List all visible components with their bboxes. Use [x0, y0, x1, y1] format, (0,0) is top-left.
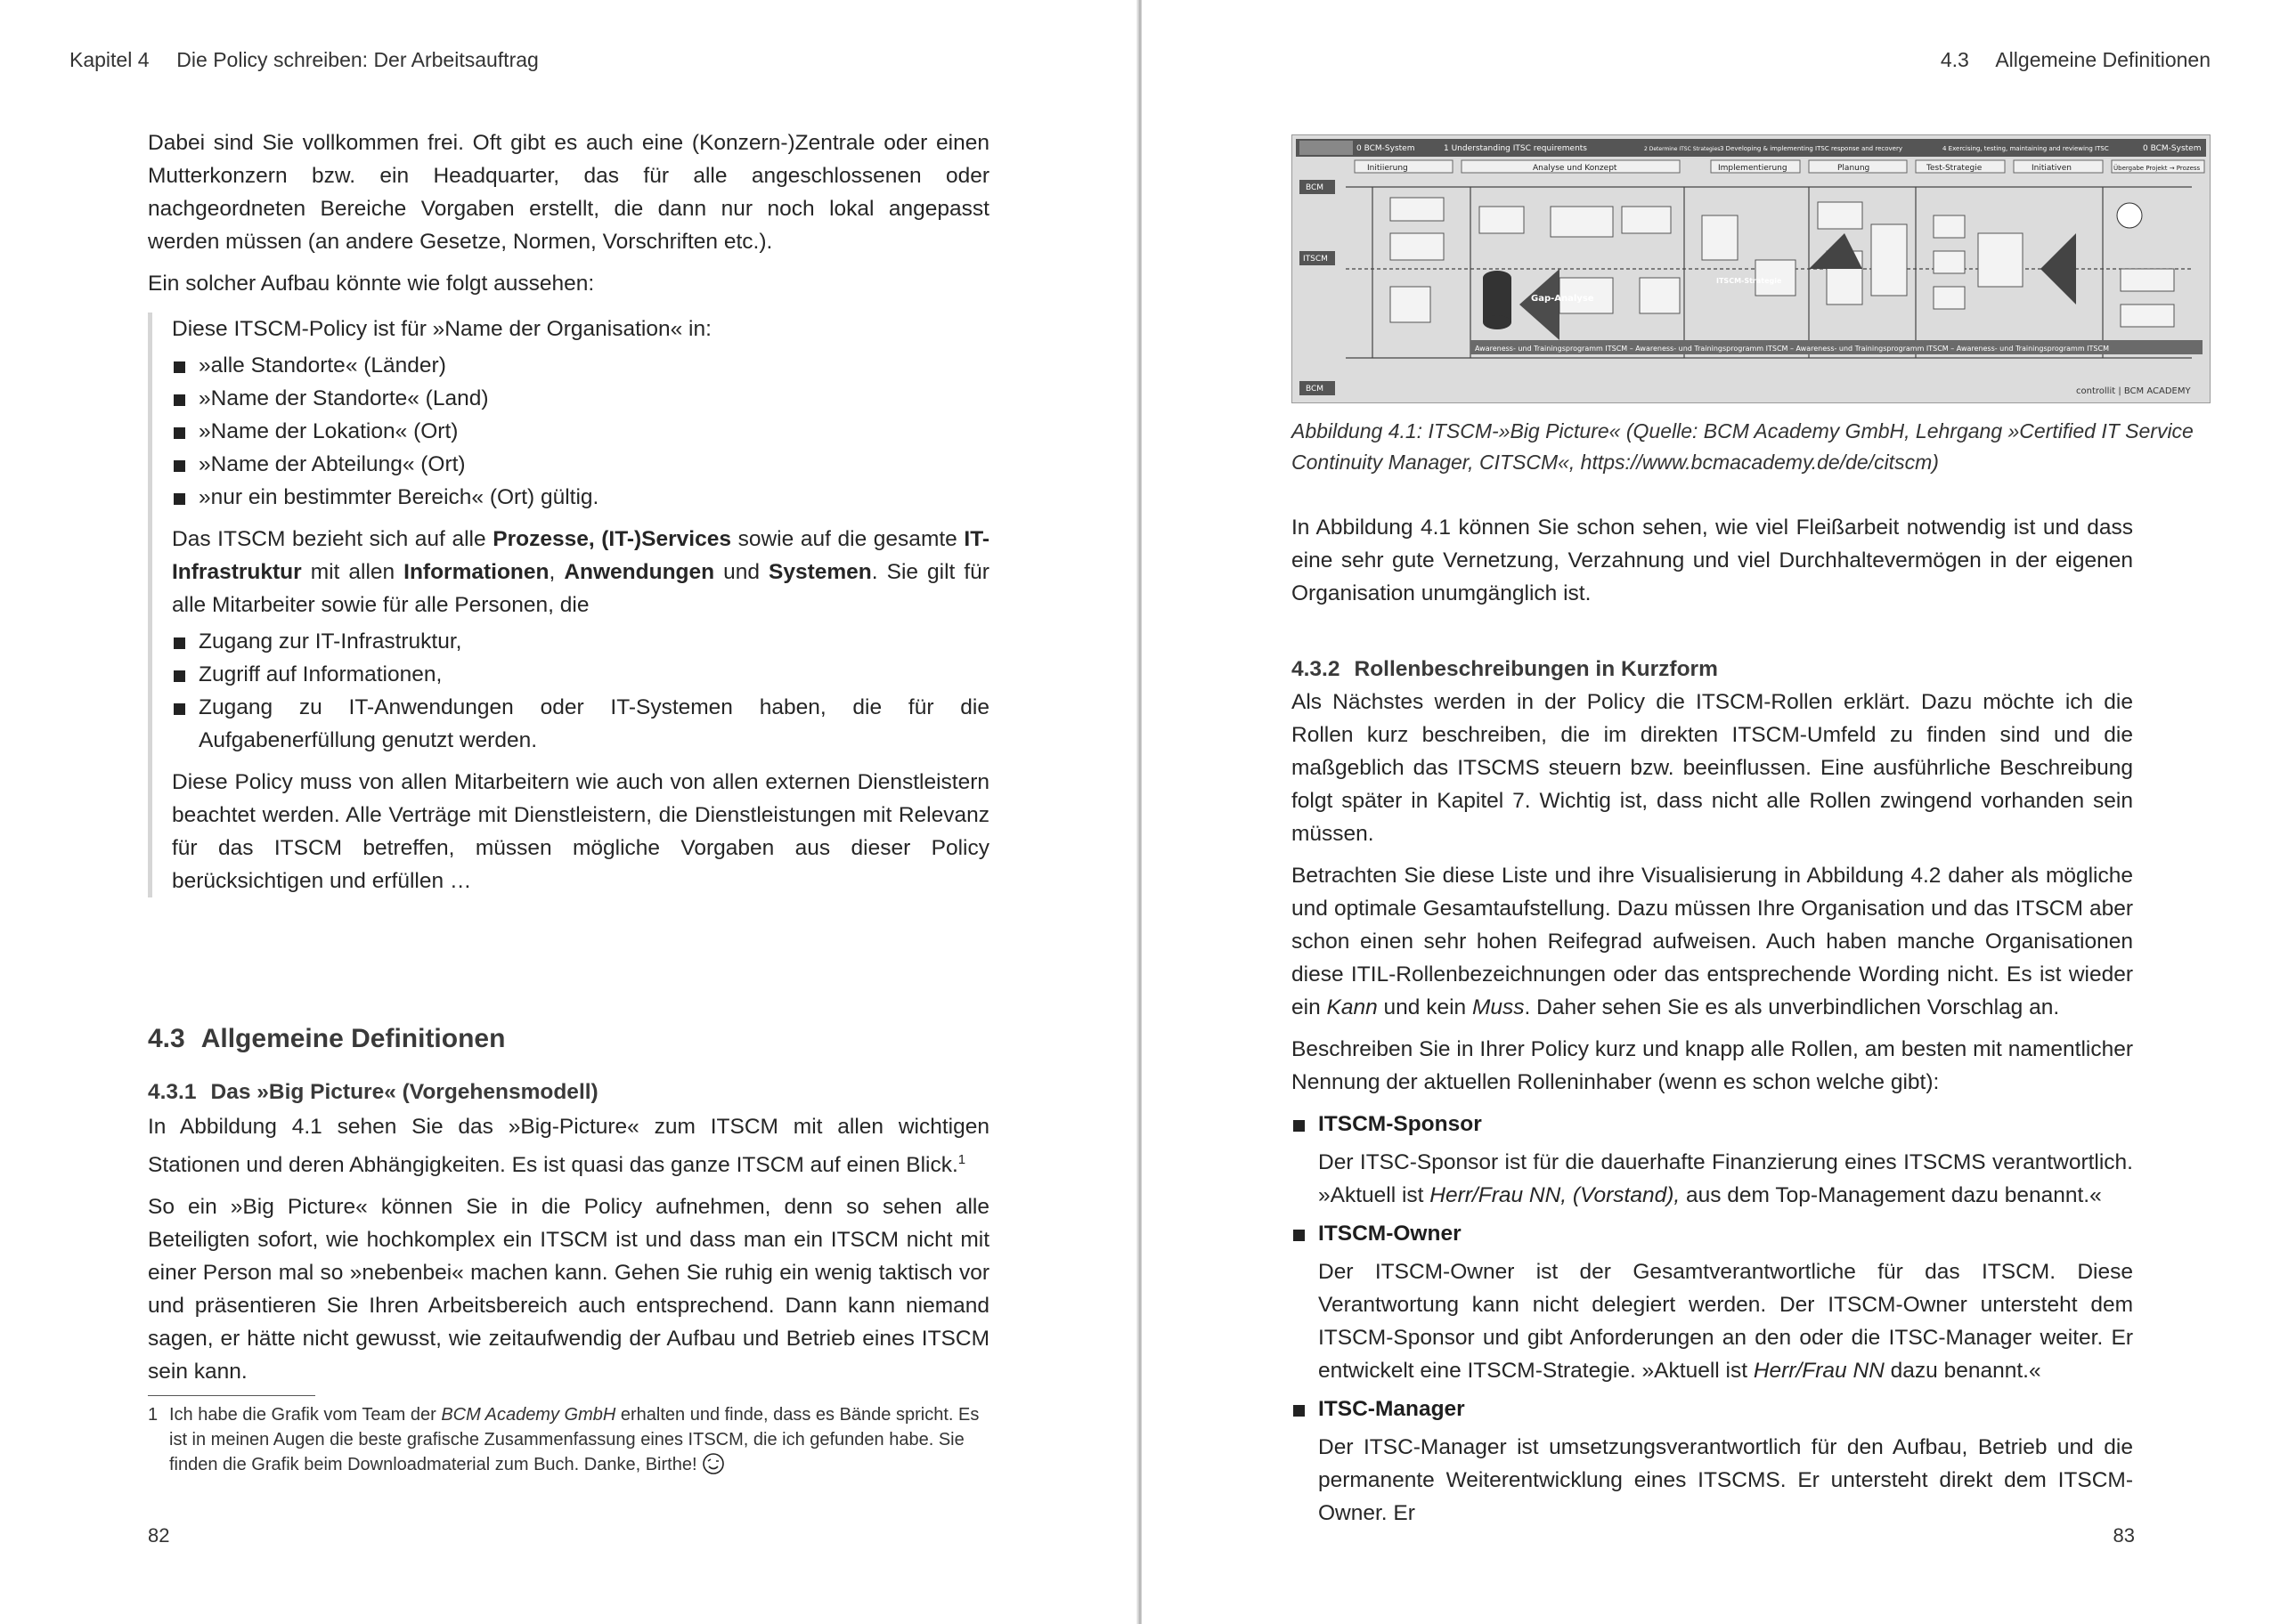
italic-run: BCM Academy GmbH: [441, 1405, 616, 1425]
diagram-label: Gap-Analyse: [1531, 294, 1594, 304]
subsection-heading: [148, 1076, 989, 1108]
phase-label: 4 Exercising, testing, maintaining and reviewing ITSC: [1942, 145, 2109, 152]
obligation-paragraph: Diese Policy muss von allen Mitarbeitern wie auch von allen externen Dienstleistern beachtet werden. Alle Verträge mit Dienstleistern, die Dienstleistungen mit Relevanz für das ITSCM betreffen, müssen mögliche Vorgaben aus dieser Policy berücksichtigen und erfüllen …: [172, 770, 989, 893]
bold-term: Systemen: [769, 560, 872, 584]
italic-run: Herr/Frau NN: [1753, 1359, 1885, 1383]
footnote-number: 1: [148, 1405, 159, 1425]
quote-lead: Diese ITSCM-Policy ist für »Name der Organisation« in:: [172, 317, 712, 341]
left-body: [148, 126, 989, 910]
scope-list: [172, 349, 989, 514]
subsection-title: Das »Big Picture« (Vorgehensmodell): [210, 1080, 598, 1104]
roles-list: [1291, 1393, 2133, 1425]
phase-label: 3 Developing & implementing ITSC response and recovery: [1720, 145, 1902, 152]
list-item: »Name der Abteilung« (Ort): [172, 448, 989, 481]
role-item: [1291, 1393, 2133, 1425]
diagram-label: ITSCM-Strategie: [1716, 277, 1782, 285]
phase-sublabel: Initiativen: [2032, 164, 2072, 173]
text-run: ,: [549, 560, 565, 584]
policy-example-quote: [148, 313, 989, 897]
right-page: [1142, 0, 2280, 1624]
big-picture-diagram: [1292, 135, 2210, 402]
wink-smiley-icon: [702, 1452, 725, 1475]
phase-label: 0 BCM-System: [2143, 144, 2202, 153]
awareness-band: Awareness- und Trainingsprogramm ITSCM – Awareness- und Trainingsprogramm ITSCM – Awareness- und Trainingsprogramm ITSCM – Awareness- und Trainingsprogramm ITSCM: [1475, 345, 2109, 353]
side-label: BCM: [1306, 385, 1324, 394]
chapter-label: Kapitel 4: [69, 48, 150, 71]
text-run: aus dem Top-Management dazu benannt.«: [1680, 1183, 2102, 1207]
italic-run: Herr/Frau NN, (Vorstand),: [1429, 1183, 1681, 1207]
text-run: erhalten und finde, dass es Bände spricht. Es ist in meinen Augen die beste grafische Zusammenfassung eines ITSCM, die ich gefunden habe. Sie finden die Grafik beim Downloadmaterial zum Buch. Danke, Birthe!: [169, 1405, 980, 1474]
page-number-left: 82: [148, 1524, 170, 1547]
roles-paragraph-3: Beschreiben Sie in Ihrer Policy kurz und knapp alle Rollen, am besten mit namentlicher Nennung der aktuellen Rolleninhaber (wenn es schon welche gibt):: [1291, 1037, 2133, 1094]
running-head-right: [1941, 48, 2211, 72]
list-item: »Name der Standorte« (Land): [172, 382, 989, 415]
section-title: Allgemeine Definitionen: [200, 1024, 506, 1053]
text-run: Betrachten Sie diese Liste und ihre Visualisierung in Abbildung 4.2 daher als mögliche und optimale Gesamtaufstellung. Dazu müssen Ihre Organisation und das ITSCM aber schon einen sehr hohen Reifegrad aufweisen. Auch haben manche Organisationen diese ITIL-Rollenbezeichnungen oder das entsprechende Wording nicht. Es ist wieder ein: [1291, 864, 2133, 1019]
bigpicture-paragraph-1: [148, 1110, 989, 1181]
bold-term: Anwendungen: [564, 560, 715, 584]
subsection-number: 4.3.2: [1291, 657, 1340, 681]
role-description: [1318, 1255, 2133, 1387]
figure-logo: controllit | BCM ACADEMY: [2076, 386, 2191, 396]
phase-sublabel: Initiierung: [1367, 164, 1408, 173]
text-run: Ich habe die Grafik vom Team der: [169, 1405, 442, 1425]
subsection-title: Rollenbeschreibungen in Kurzform: [1354, 657, 1718, 681]
footnote-ref[interactable]: 1: [957, 1152, 966, 1167]
left-page: [0, 0, 1138, 1624]
text-run: und: [714, 560, 770, 584]
section-number: 4.3: [148, 1024, 185, 1053]
phase-sublabel: Übergabe Projekt → Prozess: [2113, 165, 2201, 172]
right-body: [1291, 511, 2133, 1530]
footnote-divider: [148, 1395, 315, 1396]
section-heading: [148, 1024, 505, 1054]
bold-term: IT-Infrastruktur: [172, 527, 989, 584]
list-item: Zugang zur IT-Infrastruktur,: [172, 625, 989, 658]
bold-term: Informationen: [403, 560, 550, 584]
phase-sublabel: Analyse und Konzept: [1533, 164, 1617, 173]
phase-label: 1 Understanding ITSC requirements: [1444, 144, 1587, 153]
text-run: . Daher sehen Sie es als unverbindlichen Vorschlag an.: [1524, 995, 2060, 1019]
subsection-heading: [1291, 653, 2133, 686]
phase-label: 2 Determine ITSC Strategies: [1644, 146, 1721, 152]
figure-paragraph: In Abbildung 4.1 können Sie schon sehen, wie viel Fleißarbeit notwendig ist und dass eine sehr gute Vernetzung, Verzahnung und viel Durchhaltevermögen in der eigenen Organisation unumgänglich ist.: [1291, 516, 2133, 605]
text-run: sowie auf die gesamte: [730, 527, 965, 551]
role-item: [1291, 1108, 2133, 1141]
role-description: [1318, 1146, 2133, 1212]
figure-caption: Abbildung 4.1: ITSCM-»Big Picture« (Quelle: BCM Academy GmbH, Lehrgang »Certified IT Service Continuity Manager, CITSCM«, https://www.bcmacademy.de/de/citscm): [1291, 419, 2194, 474]
list-item: »Name der Lokation« (Ort): [172, 415, 989, 448]
intro-paragraph: Dabei sind Sie vollkommen frei. Oft gibt es auch eine (Konzern-)Zentrale oder einen Mutterkonzern bzw. ein Headquarter, das für alle angeschlossenen oder nachgeordneten Bereiche Vorgaben erstellt, die dann nur noch lokal angepasst werden müssen (an andere Gesetze, Normen, Vorschriften etc.).: [148, 131, 989, 254]
access-list: [172, 625, 989, 757]
text-run: Der ITSC-Manager ist umsetzungsverantwortlich für den Aufbau, Betrieb und die permanente Weiterentwicklung eines ITSCMS. Er untersteht direkt dem ITSCM-Owner. Er: [1318, 1435, 2133, 1525]
chapter-title: Die Policy schreiben: Der Arbeitsauftrag: [176, 48, 539, 71]
role-item: [1291, 1217, 2133, 1250]
roles-paragraph-2: [1291, 859, 2133, 1024]
section-title: Allgemeine Definitionen: [1995, 48, 2211, 71]
footnote: [148, 1402, 989, 1477]
phase-sublabel: Test-Strategie: [1926, 164, 1983, 173]
text-run: mit allen: [301, 560, 404, 584]
big-picture-figure: [1291, 134, 2211, 403]
list-item: Zugriff auf Informationen,: [172, 658, 989, 691]
running-head-left: [69, 48, 539, 72]
page-number-right: 83: [2113, 1524, 2135, 1547]
roles-paragraph-1: Als Nächstes werden in der Policy die ITSCM-Rollen erklärt. Dazu möchte ich die Rollen kurz beschreiben, die im direkten ITSCM-Umfeld zu finden sind und die maßgeblich das ITSCMS steuern bzw. beeinflussen. Eine ausführliche Beschreibung folgt später in Kapitel 7. Wichtig ist, dass nicht alle Rollen zwingend vorhanden sein müssen.: [1291, 690, 2133, 846]
bigpicture-section: [148, 1076, 989, 1388]
text-run: und kein: [1377, 995, 1472, 1019]
text-run: . Sie gilt für alle Mitarbeiter sowie für alle Personen, die: [172, 560, 989, 617]
text-run: dazu benannt.«: [1884, 1359, 2041, 1383]
phase-sublabel: Implementierung: [1718, 164, 1787, 173]
list-item: Zugang zu IT-Anwendungen oder IT-Systemen haben, die für die Aufgabenerfüllung genutzt werden.: [172, 691, 989, 757]
example-intro: Ein solcher Aufbau könnte wie folgt aussehen:: [148, 272, 595, 296]
side-label: BCM: [1306, 183, 1324, 192]
role-name: ITSC-Manager: [1318, 1397, 1465, 1421]
roles-list: [1291, 1108, 2133, 1141]
italic-run: Kann: [1326, 995, 1378, 1019]
list-item: »alle Standorte« (Länder): [172, 349, 989, 382]
bold-term: Prozesse, (IT-)Services: [493, 527, 731, 551]
phase-label: 0 BCM-System: [1356, 144, 1415, 153]
bigpicture-paragraph-2: So ein »Big Picture« können Sie in die Policy aufnehmen, denn so sehen alle Beteiligten sofort, wie hochkomplex ein ITSCM ist und dass man ein ITSCM nicht mit einer Person mal so »nebenbei« machen kann. Gehen Sie ruhig ein wenig taktisch vor und präsentieren Sie Ihren Arbeitsbereich auch entsprechend. Dann kann niemand sagen, er hätte nicht gewusst, wie zeitaufwendig der Aufbau und Betrieb eines ITSCM sein kann.: [148, 1195, 989, 1384]
role-description: [1318, 1431, 2133, 1530]
scope-paragraph: [172, 523, 989, 621]
side-label: ITSCM: [1303, 255, 1328, 264]
role-name: ITSCM-Owner: [1318, 1222, 1462, 1246]
list-item: »nur ein bestimmter Bereich« (Ort) gültig.: [172, 481, 989, 514]
roles-list: [1291, 1217, 2133, 1250]
italic-run: Muss: [1471, 995, 1525, 1019]
phase-sublabel: Planung: [1837, 164, 1870, 173]
section-number: 4.3: [1940, 48, 1969, 71]
text-run: Der ITSC-Sponsor ist für die dauerhafte Finanzierung eines ITSCMS verantwortlich. »Aktuell ist: [1318, 1150, 2133, 1207]
role-name: ITSCM-Sponsor: [1318, 1112, 1482, 1136]
text-run: Der ITSCM-Owner ist der Gesamtverantwortliche für das ITSCM. Diese Verantwortung kann nicht delegiert werden. Der ITSCM-Owner untersteht dem ITSCM-Sponsor und gibt Anforderungen an den oder die ITSC-Manager weiter. Er entwickelt eine ITSCM-Strategie. »Aktuell ist: [1318, 1260, 2133, 1383]
subsection-number: 4.3.1: [148, 1080, 197, 1104]
text-run: In Abbildung 4.1 sehen Sie das »Big-Picture« zum ITSCM mit allen wichtigen Stationen und deren Abhängigkeiten. Es ist quasi das ganze ITSCM auf einen Blick.: [148, 1115, 989, 1178]
text-run: Das ITSCM bezieht sich auf alle: [172, 527, 493, 551]
